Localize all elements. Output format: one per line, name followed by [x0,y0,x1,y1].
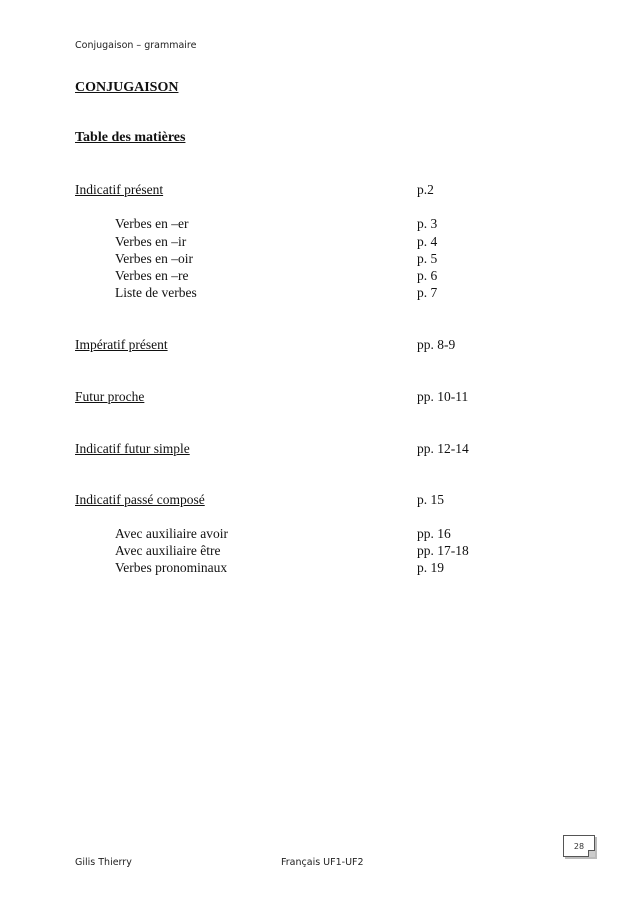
toc-section-label: Indicatif passé composé [75,492,205,507]
toc-subsection-label: Verbes en –ir [115,234,187,249]
toc-subsection [0,216,638,234]
footer-course: Français UF1-UF2 [281,857,364,868]
toc-section-label: Impératif présent [75,337,168,352]
toc-subsection [0,526,638,544]
toc-page-ref: pp. 8-9 [417,337,456,352]
toc-subsection-label: Liste de verbes [115,285,197,300]
toc-subsection-label: Avec auxiliaire avoir [115,526,228,541]
toc-page-ref: p. 4 [417,234,438,249]
toc-subsection-label: Verbes en –oir [115,251,193,266]
toc-section [0,441,638,459]
toc-page-ref: p. 3 [417,216,438,231]
toc-page-ref: pp. 17-18 [417,543,469,558]
toc-subsection-label: Verbes pronominaux [115,560,228,575]
toc-subsection [0,268,638,286]
toc-section-label: Indicatif futur simple [75,441,190,456]
toc-subsection-label: Verbes en –re [115,268,189,283]
footer-author: Gilis Thierry [75,857,132,868]
toc-page-ref: pp. 12-14 [417,441,469,456]
toc-heading: Table des matières [75,130,186,145]
toc-subsection [0,285,638,303]
running-header: Conjugaison – grammaire [75,40,197,51]
toc-page-ref: pp. 16 [417,526,451,541]
toc-section [0,389,638,407]
toc-page-ref: p. 6 [417,268,438,283]
toc-subsection-label: Verbes en –er [115,216,189,231]
page-number-badge: 28 [563,835,595,857]
toc-subsection [0,251,638,269]
toc-page-ref: p. 7 [417,285,438,300]
toc-section [0,337,638,355]
toc-page-ref: pp. 10-11 [417,389,469,404]
toc-section-label: Futur proche [75,389,145,404]
toc-page-ref: p.2 [417,182,434,197]
toc-section [0,182,638,200]
document-title: CONJUGAISON [75,80,179,95]
toc-subsection [0,543,638,561]
toc-section-label: Indicatif présent [75,182,164,197]
toc-subsection [0,234,638,252]
toc-section [0,492,638,510]
toc-page-ref: p. 5 [417,251,438,266]
toc-subsection [0,560,638,578]
toc-page-ref: p. 15 [417,492,444,507]
toc-subsection-label: Avec auxiliaire être [115,543,221,558]
toc-page-ref: p. 19 [417,560,444,575]
